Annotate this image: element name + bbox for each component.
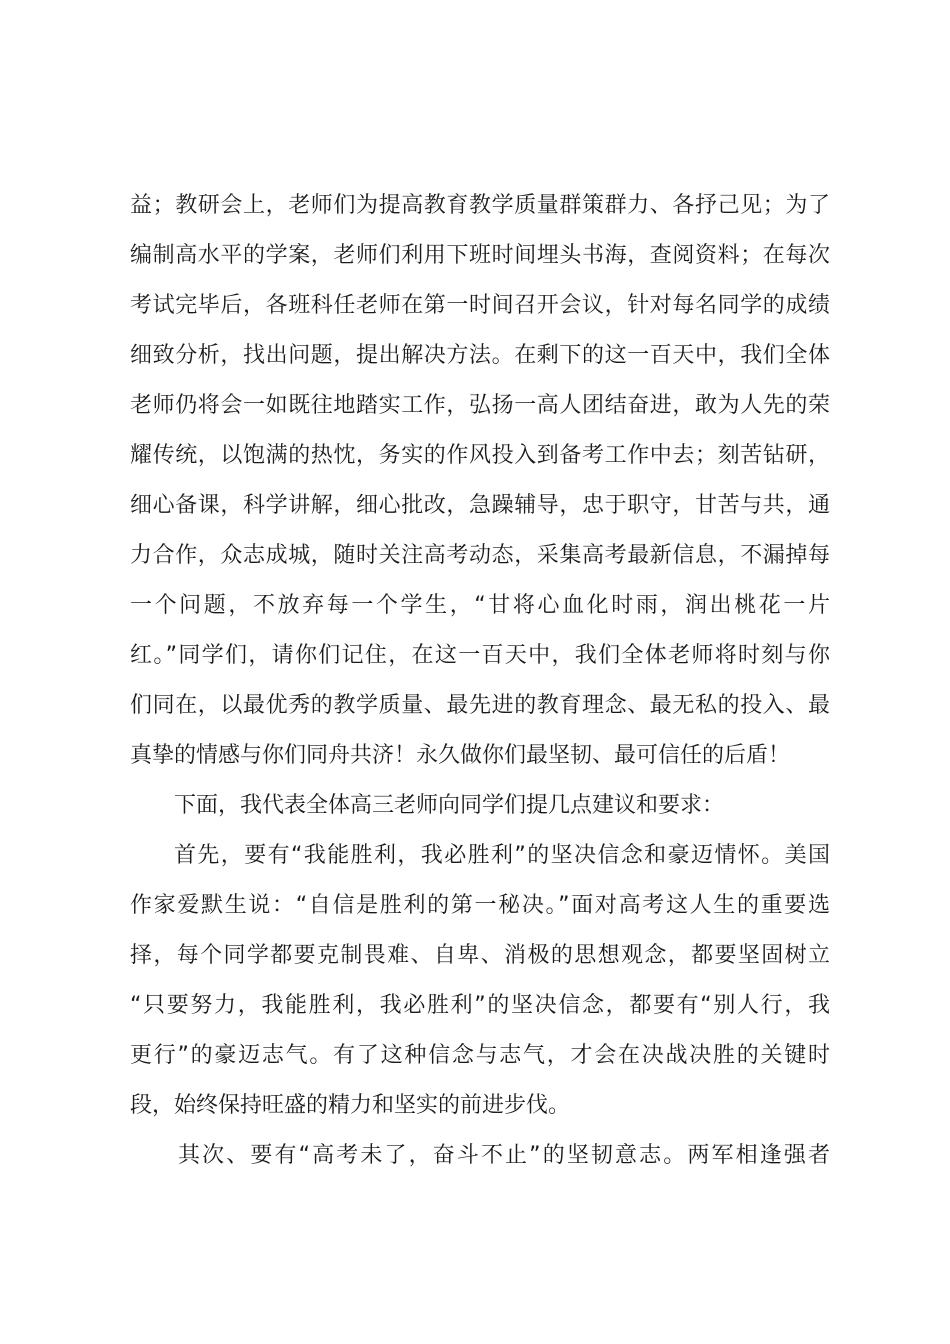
text-line: 老师仍将会一如既往地踏实工作，弘扬一高人团结奋进，敢为人先的荣 [130,393,830,418]
text-line: 作家爱默生说：“自信是胜利的第一秘决。”面对高考这人生的重要选 [130,893,830,918]
text-line: 考试完毕后，各班科任老师在第一时间召开会议，针对每名同学的成绩 [130,293,830,318]
text-line: 益；教研会上，老师们为提高教育教学质量群策群力、各抒己见；为了 [130,193,830,218]
text-line: 编制高水平的学案，老师们利用下班时间埋头书海，查阅资料；在每次 [130,243,830,268]
text-line: 力合作，众志成城，随时关注高考动态，采集高考最新信息，不漏掉每 [130,543,830,568]
text-line: 择，每个同学都要克制畏难、自卑、消极的思想观念，都要坚固树立 [130,943,830,968]
text-line: 细致分析，找出问题，提出解决方法。在剩下的这一百天中，我们全体 [130,343,830,368]
text-line: 更行”的豪迈志气。有了这种信念与志气，才会在决战决胜的关键时 [130,1043,830,1068]
text-line: 细心备课，科学讲解，细心批改，急躁辅导，忠于职守，甘苦与共，通 [130,493,830,518]
text-line: 真挚的情感与你们同舟共济！永久做你们最坚韧、最可信任的后盾！ [130,743,791,768]
text-line: 首先，要有“我能胜利，我必胜利”的坚决信念和豪迈情怀。美国 [174,843,830,868]
text-line: “只要努力，我能胜利，我必胜利”的坚决信念，都要有“别人行，我 [130,993,830,1018]
text-line: 们同在，以最优秀的教学质量、最先进的教育理念、最无私的投入、最 [130,693,830,718]
text-line: 其次、要有“高考未了，奋斗不止”的坚韧意志。两军相逢强者 [178,1143,830,1168]
text-line: 下面，我代表全体高三老师向同学们提几点建议和要求： [174,793,725,818]
text-line: 一个问题，不放弃每一个学生，“甘将心血化时雨，润出桃花一片 [130,593,830,618]
text-line: 红。”同学们，请你们记住，在这一百天中，我们全体老师将时刻与你 [130,643,830,668]
text-line: 段，始终保持旺盛的精力和坚实的前进步伐。 [130,1093,571,1118]
text-line: 耀传统，以饱满的热忱，务实的作风投入到备考工作中去；刻苦钻研， [130,443,830,468]
